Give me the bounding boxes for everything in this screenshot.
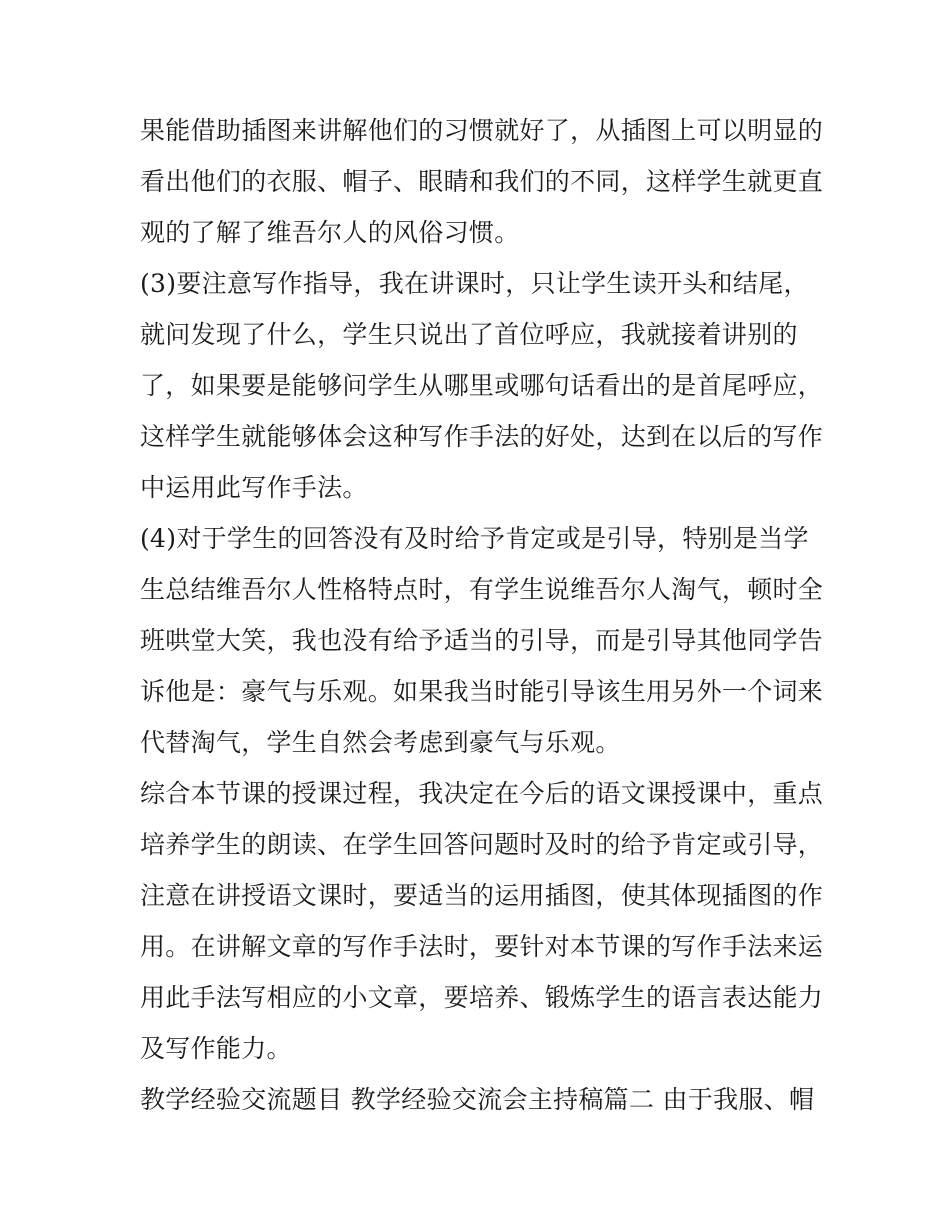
text-line: 及写作能力。 [140,1034,292,1063]
text-line: 综合本节课的授课过程，我决定在今后的语文课授课中，重点 [140,779,824,808]
text-line: (3)要注意写作指导，我在讲课时，只让学生读开头和结尾， [140,269,809,298]
text-line: 生总结维吾尔人性格特点时，有学生说维吾尔人淘气，顿时全 [140,575,824,604]
text-line: 用。在讲解文章的写作手法时，要针对本节课的写作手法来运 [140,932,824,961]
text-line: 教学经验交流题目 教学经验交流会主持稿篇二 由于我服、帽 [140,1085,815,1114]
text-line: 代替淘气，学生自然会考虑到豪气与乐观。 [140,728,621,757]
text-line: 果能借助插图来讲解他们的习惯就好了，从插图上可以明显的 [140,116,824,145]
text-line: 用此手法写相应的小文章，要培养、锻炼学生的语言表达能力 [140,983,824,1012]
text-line: 培养学生的朗读、在学生回答问题时及时的给予肯定或引导， [140,830,824,859]
text-line: 注意在讲授语文课时，要适当的运用插图，使其体现插图的作 [140,881,824,910]
text-line: 中运用此写作手法。 [140,473,368,502]
text-line: 了，如果要是能够问学生从哪里或哪句话看出的是首尾呼应， [140,371,824,400]
text-line: 这样学生就能够体会这种写作手法的好处，达到在以后的写作 [140,422,824,451]
text-line: (4)对于学生的回答没有及时给予肯定或是引导，特别是当学 [140,524,809,553]
text-line: 诉他是：豪气与乐观。如果我当时能引导该生用另外一个词来 [140,677,824,706]
document-body [140,105,824,1125]
text-line: 看出他们的衣服、帽子、眼睛和我们的不同，这样学生就更直 [140,167,824,196]
text-line: 班哄堂大笑，我也没有给予适当的引导，而是引导其他同学告 [140,626,824,655]
text-line: 观的了解了维吾尔人的风俗习惯。 [140,218,520,247]
text-line: 就问发现了什么，学生只说出了首位呼应，我就接着讲别的 [140,320,798,349]
